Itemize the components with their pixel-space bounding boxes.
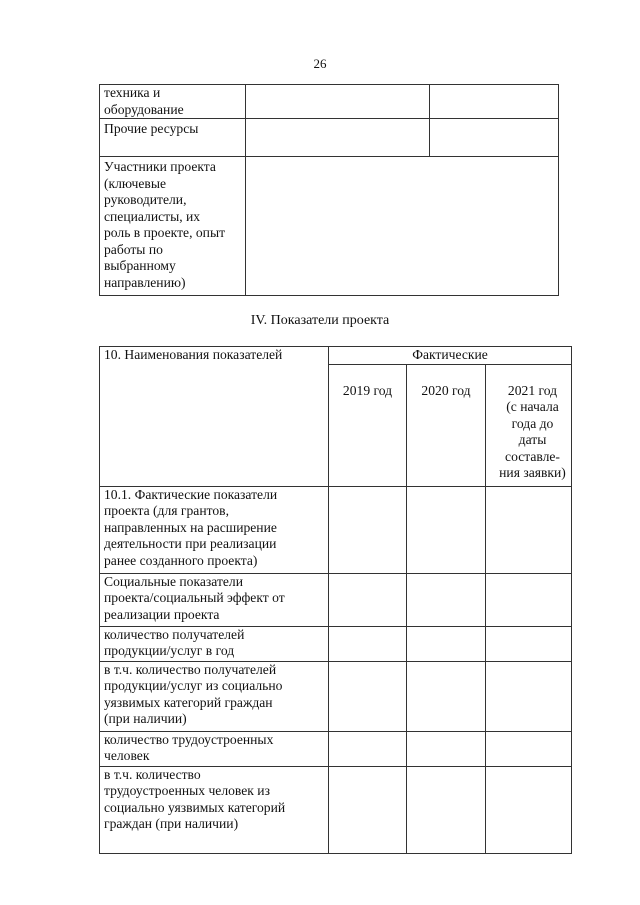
section-title: IV. Показатели проекта — [250, 313, 390, 328]
empty-cell — [430, 119, 559, 157]
label-line: продукции/услуг из социально — [104, 678, 283, 693]
empty-cell — [246, 119, 430, 157]
empty-cell — [329, 661, 407, 731]
year-line: составле- — [505, 448, 560, 464]
label-line: (при наличии) — [104, 711, 187, 726]
indicators-row — [100, 573, 572, 626]
label-line: ранее созданного проекта) — [104, 552, 258, 568]
label-line: направленных на расширение — [104, 519, 277, 535]
empty-cell — [486, 766, 572, 853]
label-line: количество получателей — [104, 626, 245, 642]
empty-cell — [407, 573, 486, 626]
label-line: продукции/услуг в год — [104, 643, 235, 658]
empty-cell — [329, 486, 407, 573]
label-line: деятельности при реализации — [104, 536, 277, 551]
label-line: количество трудоустроенных — [104, 731, 274, 747]
empty-cell — [486, 661, 572, 731]
header-indicator-names: 10. Наименования показателей — [100, 347, 329, 487]
indicators-header-row — [100, 347, 572, 365]
indicators-row — [100, 626, 572, 661]
year-line: 2021 год — [507, 382, 558, 398]
year-line: ния заявки) — [499, 465, 566, 480]
label-line: руководители, — [104, 192, 187, 207]
page-number: 26 — [313, 56, 327, 71]
label-line: специалисты, их — [104, 208, 201, 224]
indicator-label — [100, 573, 329, 626]
label-line: проекта (для грантов, — [104, 503, 229, 518]
indicator-label — [100, 661, 329, 731]
label-line: роль в проекте, опыт — [104, 225, 226, 240]
label-line: работы по — [104, 241, 163, 257]
indicator-label — [100, 731, 329, 766]
empty-cell — [407, 766, 486, 853]
label-line: в т.ч. количество — [104, 766, 201, 782]
header-year-2019: 2019 год — [329, 364, 407, 486]
resources-row-label — [100, 119, 246, 157]
label-line: трудоустроенных человек из — [104, 783, 270, 798]
label-line: реализации проекта — [104, 606, 220, 622]
header-year-2021 — [486, 364, 572, 486]
resources-row-equipment — [100, 85, 559, 119]
header-actual: Фактические — [329, 347, 572, 365]
label-line: выбранному — [104, 258, 176, 273]
label-line: Социальные показатели — [104, 573, 243, 589]
indicators-row — [100, 661, 572, 731]
resources-row-label — [100, 157, 246, 296]
empty-cell — [246, 85, 430, 119]
empty-cell — [329, 573, 407, 626]
empty-cell — [430, 85, 559, 119]
empty-cell — [486, 731, 572, 766]
empty-cell — [486, 573, 572, 626]
label-line: в т.ч. количество получателей — [104, 661, 277, 677]
indicator-label — [100, 626, 329, 661]
year-line: (с начала — [506, 399, 559, 414]
year-line: даты — [518, 432, 547, 447]
label-line: Прочие ресурсы — [104, 121, 199, 136]
indicator-label — [100, 766, 329, 853]
resources-table — [99, 84, 559, 296]
empty-cell — [329, 626, 407, 661]
label-line: социально уязвимых категорий — [104, 799, 286, 815]
year-line: года до — [511, 415, 554, 431]
empty-cell — [246, 157, 559, 296]
label-line: оборудование — [104, 101, 184, 117]
label-line: техника и — [104, 85, 161, 100]
empty-cell — [407, 661, 486, 731]
header-year-2020: 2020 год — [407, 364, 486, 486]
resources-row-participants — [100, 157, 559, 296]
label-line: граждан (при наличии) — [104, 816, 239, 831]
label-line: человек — [104, 748, 150, 763]
indicators-row — [100, 766, 572, 853]
empty-cell — [486, 486, 572, 573]
label-line: направлению) — [104, 274, 186, 290]
label-line: проекта/социальный эффект от — [104, 590, 285, 605]
empty-cell — [407, 486, 486, 573]
empty-cell — [329, 731, 407, 766]
empty-cell — [329, 766, 407, 853]
label-line: (ключевые — [104, 175, 167, 191]
indicators-table — [99, 346, 572, 854]
empty-cell — [486, 626, 572, 661]
resources-row-label — [100, 85, 246, 119]
empty-cell — [407, 626, 486, 661]
empty-cell — [407, 731, 486, 766]
label-line: Участники проекта — [104, 159, 216, 174]
indicator-label — [100, 486, 329, 573]
indicators-row — [100, 731, 572, 766]
label-line: 10.1. Фактические показатели — [104, 486, 278, 502]
indicators-row — [100, 486, 572, 573]
resources-row-other — [100, 119, 559, 157]
label-line: уязвимых категорий граждан — [104, 694, 273, 710]
